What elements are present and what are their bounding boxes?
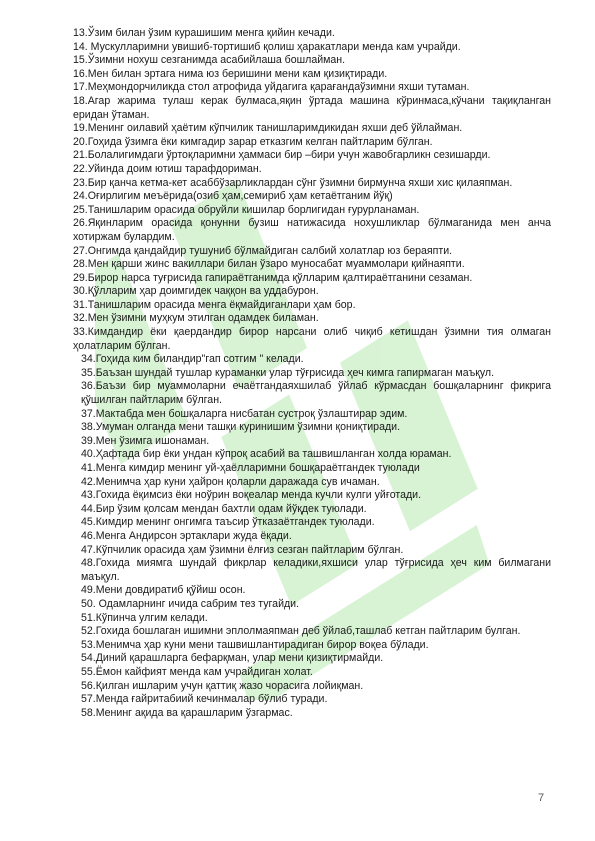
list-item: 46.Менга Андирсон эртаклари жуда ёқади. [81,529,292,542]
list-item: 25.Танишларим орасида обруйли кишилар борлигидан ғурурланаман. [73,203,420,216]
list-item: 19.Менинг оилавий ҳаётим кўпчилик танишларимдикидан яхши деб ўйлайман. [73,122,463,135]
list-item: 41.Менга кимдир менинг уй-ҳаёлларимни бошқараётгандек туюлади [81,462,420,474]
list-item: 21.Болалигимдаги ўртоқларимни ҳаммаси бир –бири учун жавобгарликн сезишарди. [73,149,491,162]
list-item: 33.Кимдандир ёки қаердандир бирор нарсани олиб чиқиб кетишдан ўзимни тия олмаган ҳолатларим бўлган. [73,326,551,352]
list-item: 14. Мускулларимни увишиб-тортишиб қолиш ҳаракатлари менда кам учрайди. [73,40,461,53]
list-item: 55.Ёмон кайфият менда кам учрайдиган холат. [81,665,313,678]
list-item: 50. Одамларнинг ичида сабрим тез тугайди. [81,597,300,610]
list-item: 13.Ўзим билан ўзим курашишим менга қийин кечади. [73,27,335,39]
list-item: 35.Баъзан шундай тушлар кураманки улар тўғрисида ҳеч кимга гапирмаган маъқул. [81,366,495,379]
list-item: 58.Менинг ақида ва қарашларим ўзгармас. [81,706,293,719]
list-item: 20.Гоҳида ўзимга ёки кимгадир зарар етказгим келган пайтларим бўлган. [73,135,433,148]
list-item: 16.Мен билан эртага нима юз беришини мени кам қизиқтиради. [73,67,388,80]
list-item: 44.Бир ўзим қолсам мендан бахтли одам йўқдек туюлади. [81,502,367,515]
list-item: 18.Агар жарима тулаш керак булмаса,яқин ўртада машина кўринмаса,кўчани тақиқланган еридан ўтаман. [73,94,551,121]
list-item: 51.Кўпинча улгим келади. [81,611,208,624]
list-item: 53.Менимча ҳар куни мени ташвишлантирадиган бирор воқеа бўлади. [81,638,429,651]
list-item: 31.Танишларим орасида менга ёқмайдиганлари ҳам бор. [73,298,356,311]
list-item: 39.Мен ўзимга ишонаман. [81,434,210,447]
list-item: 28.Мен қарши жинс вакиллари билан ўзаро муносабат муаммолари қийнаяпти. [73,258,465,271]
list-item: 22.Уйинда доим ютиш тарафдориман. [73,162,262,175]
list-item: 40.Ҳафтада бир ёки ундан кўпроқ асабий ва ташвишланган холда юраман. [81,448,452,461]
list-item: 38.Умуман олганда мени ташқи куринишим ўзимни қониқтиради. [81,421,401,434]
list-item: 47.Кўпчилик орасида ҳам ўзимни ёлғиз сезган пайтларим бўлган. [81,543,404,556]
list-item: 42.Менимча ҳар куни ҳайрон қоларли даражада сув ичаман. [81,475,380,488]
list-item: 32.Мен ўзимни муҳкум этилган одамдек биламан. [73,312,319,325]
list-item: 54.Диний қарашларга бефарқман, улар мени қизиқтирмайди. [81,652,384,665]
list-item: 15.Ўзимни нохуш сезганимда асабийлаша бошлайман. [73,54,346,67]
list-item: 23.Бир қанча кетма-кет асаббўзарликлардан сўнг ўзимни бирмунча яхши хис қилаяпман. [73,176,513,189]
list-item: 30.Қўлларим ҳар доимгидек чаққон ва уддабурон. [73,285,319,298]
list-item: 45.Кимдир менинг онгимга таъсир ўтказаётгандек туюлади. [81,516,375,529]
list-item: 24.Оғирлигим меъёрида(озиб ҳам,семириб ҳам кетаётганим йўқ) [73,190,393,203]
list-item: 57.Менда ғайритабиий кечинмалар бўлиб туради. [81,693,328,706]
list-item: 48.Гохида миямга шундай фикрлар келадики,яхшиси улар тўғрисида ҳеч ким билмагани маъқул. [81,557,551,583]
list-item: 17.Меҳмондорчиликда стол атрофида уйдагига қарағандаўзимни яхши тутаман. [73,81,470,94]
list-item: 27.Онгимда қандайдир тушуниб бўлмайдиган салбий холатлар юз бераяпти. [73,244,453,257]
list-item: 49.Мени довдиратиб қўйиш осон. [81,584,246,597]
page-number: 7 [538,792,545,804]
list-item: 36.Баъзи бир муаммоларни ечаётгандаяхшилаб ўйлаб кўрмасдан бошқаларнинг фикрига қўшилган пайтларим бўлган. [81,380,551,407]
list-item: 56.Қилган ишларим учун қаттиқ жазо чорасига лойиқман. [81,679,364,692]
question-list [73,27,551,720]
list-item: 26.Яқинларим орасида қонунни бузиш натижасида нохушликлар бўлмаганида мен анча хотиржам булардим. [73,217,551,243]
list-item: 37.Мактабда мен бошқаларга нисбатан сустроқ ўзлаштирар эдим. [81,407,408,420]
list-item: 29.Бирор нарса туғрисида гапираётганимда қўлларим қалтираётганини сезаман. [73,271,473,284]
list-item: 43.Гохида ёқимсиз ёки ноўрин воқеалар менда кучли кулги уйғотади. [81,489,422,502]
list-item: 52.Гохида бошлаган ишимни эплолмаяпман деб ўйлаб,ташлаб кетган пайтларим булган. [81,625,521,638]
list-item: 34.Гоҳида ким биландир"гап сотгим " келади. [81,353,304,366]
